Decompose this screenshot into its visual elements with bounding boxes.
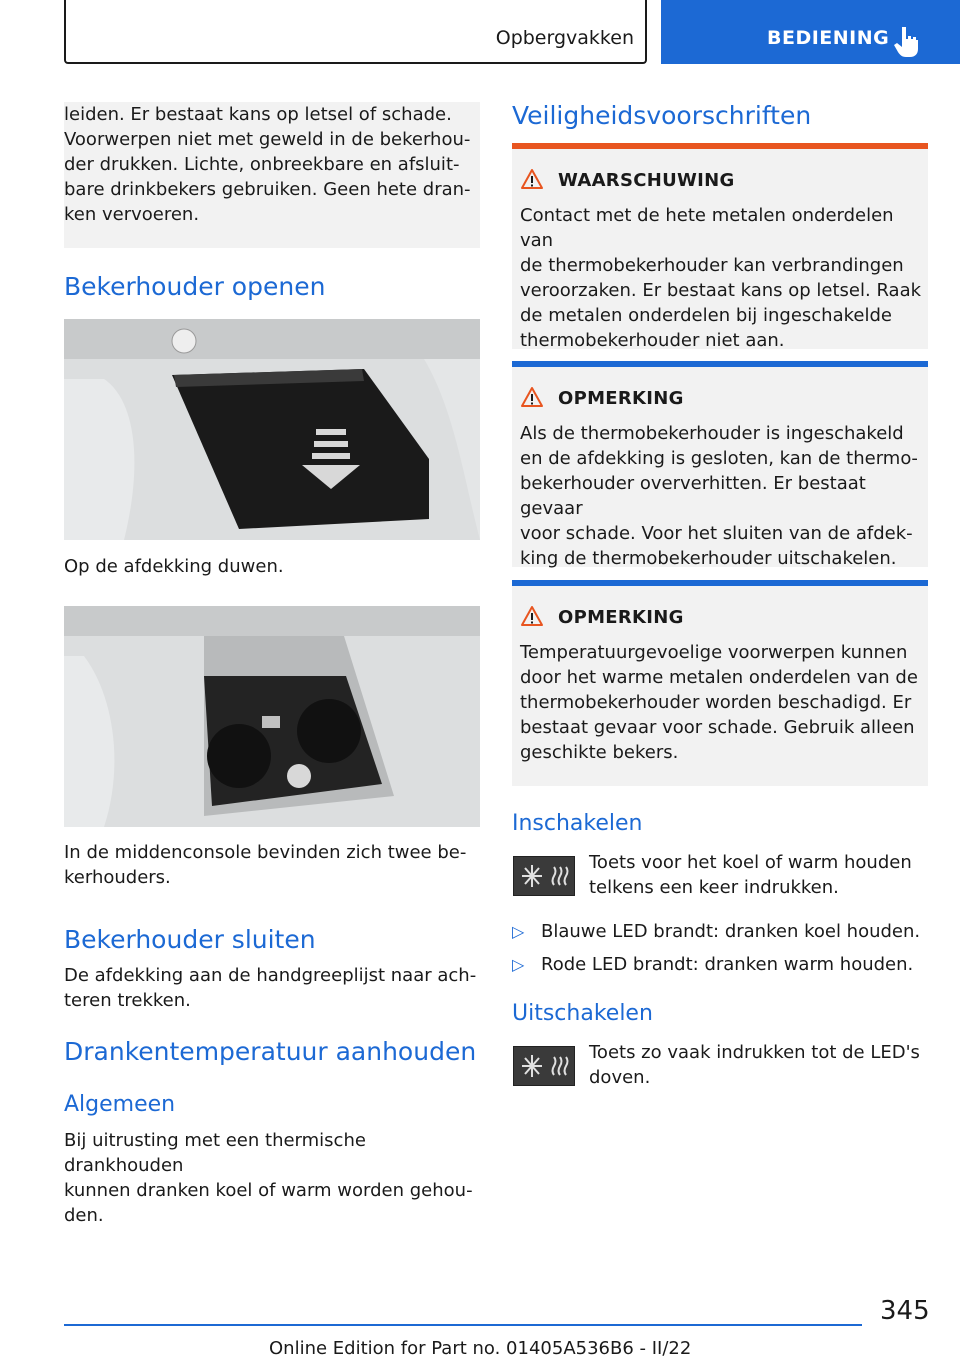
heading-drink-temperature: Drankentemperatuur aanhouden — [64, 1037, 477, 1066]
text-line: ken vervoeren. — [64, 204, 200, 225]
close-instructions — [64, 963, 480, 1013]
cupholder-cover-image — [64, 319, 480, 540]
text-line: geschikte bekers. — [520, 742, 679, 763]
heading-cupholder-open: Bekerhouder openen — [64, 272, 326, 301]
warning-text — [520, 203, 924, 353]
continued-warning-text — [64, 102, 480, 227]
text-line: Contact met de hete metalen onderdelen van — [520, 205, 894, 251]
caption-push-cover: Op de afdekking duwen. — [64, 556, 284, 577]
heading-switch-off: Uitschakelen — [512, 1001, 653, 1026]
switch-off-text — [589, 1040, 929, 1090]
snowflake-heat-icon — [514, 1047, 574, 1085]
text-line: teren trekken. — [64, 990, 191, 1011]
cool-warm-button-icon — [513, 1046, 575, 1086]
header-section-title: Opbergvakken — [495, 27, 634, 49]
caption-two-cupholders — [64, 840, 480, 890]
list-item: Rode LED brandt: dranken warm houden. — [541, 954, 914, 975]
heading-switch-on: Inschakelen — [512, 811, 643, 836]
text-line: telkens een keer indrukken. — [589, 877, 839, 898]
heading-general: Algemeen — [64, 1092, 176, 1117]
bullet-arrow-icon: ▷ — [512, 922, 525, 941]
text-line: kunnen dranken koel of warm worden gehou‐ — [64, 1180, 473, 1201]
text-line: de metalen onderdelen bij ingeschakelde — [520, 305, 892, 326]
footer-edition: Online Edition for Part no. 01405A536B6 - II/22 — [269, 1338, 692, 1359]
list-item: Blauwe LED brandt: dranken koel houden. — [541, 921, 921, 942]
note-text — [520, 421, 924, 571]
heading-safety: Veiligheidsvoorschriften — [512, 101, 812, 130]
text-line: en de afdekking is gesloten, kan de thermo‐ — [520, 448, 918, 469]
header-chapter-title: BEDIENING — [767, 27, 890, 49]
warning-triangle-icon — [520, 168, 544, 190]
text-line: Toets zo vaak indrukken tot de LED's — [589, 1042, 920, 1063]
heading-cupholder-close: Bekerhouder sluiten — [64, 925, 316, 954]
cupholder-open-image — [64, 606, 480, 827]
text-line: bestaat gevaar voor schade. Gebruik alleen — [520, 717, 915, 738]
note-text — [520, 640, 924, 765]
console-illustration — [64, 319, 480, 540]
text-line: doven. — [589, 1067, 651, 1088]
text-line: de thermobekerhouder kan verbrandingen — [520, 255, 904, 276]
text-line: leiden. Er bestaat kans op letsel of schade. — [64, 104, 452, 125]
general-text — [64, 1128, 484, 1228]
text-line: der drukken. Lichte, onbreekbare en afsluit‐ — [64, 154, 460, 175]
text-line: kerhouders. — [64, 867, 171, 888]
pointing-hand-icon — [893, 25, 921, 57]
text-line: Voorwerpen niet met geweld in de bekerhou‐ — [64, 129, 471, 150]
text-line: Temperatuurgevoelige voorwerpen kunnen — [520, 642, 908, 663]
cupholder-illustration — [64, 606, 480, 827]
warning-title: WAARSCHUWING — [558, 170, 735, 191]
page-number: 345 — [880, 1296, 930, 1326]
text-line: Als de thermobekerhouder is ingeschakeld — [520, 423, 904, 444]
text-line: thermobekerhouder worden beschadigd. Er — [520, 692, 912, 713]
footer-divider — [64, 1324, 862, 1326]
switch-on-text — [589, 850, 929, 900]
text-line: bekerhouder oververhitten. Er bestaat gevaar — [520, 473, 866, 519]
text-line: king de thermobekerhouder uitschakelen. — [520, 548, 897, 569]
cool-warm-button-icon — [513, 856, 575, 896]
note-triangle-icon — [520, 386, 544, 408]
text-line: voor schade. Voor het sluiten van de afdek‐ — [520, 523, 913, 544]
text-line: door het warme metalen onderdelen van de — [520, 667, 918, 688]
text-line: thermobekerhouder niet aan. — [520, 330, 785, 351]
text-line: In de middenconsole bevinden zich twee be‐ — [64, 842, 467, 863]
text-line: Bij uitrusting met een thermische drankhouden — [64, 1130, 366, 1176]
bullet-arrow-icon: ▷ — [512, 955, 525, 974]
text-line: veroorzaken. Er bestaat kans op letsel. Raak — [520, 280, 922, 301]
note-triangle-icon — [520, 605, 544, 627]
text-line: De afdekking aan de handgreeplijst naar ach‐ — [64, 965, 477, 986]
text-line: den. — [64, 1205, 104, 1226]
note-title: OPMERKING — [558, 388, 684, 409]
text-line: Toets voor het koel of warm houden — [589, 852, 912, 873]
snowflake-heat-icon — [514, 857, 574, 895]
text-line: bare drinkbekers gebruiken. Geen hete dran‐ — [64, 179, 471, 200]
note-title: OPMERKING — [558, 607, 684, 628]
